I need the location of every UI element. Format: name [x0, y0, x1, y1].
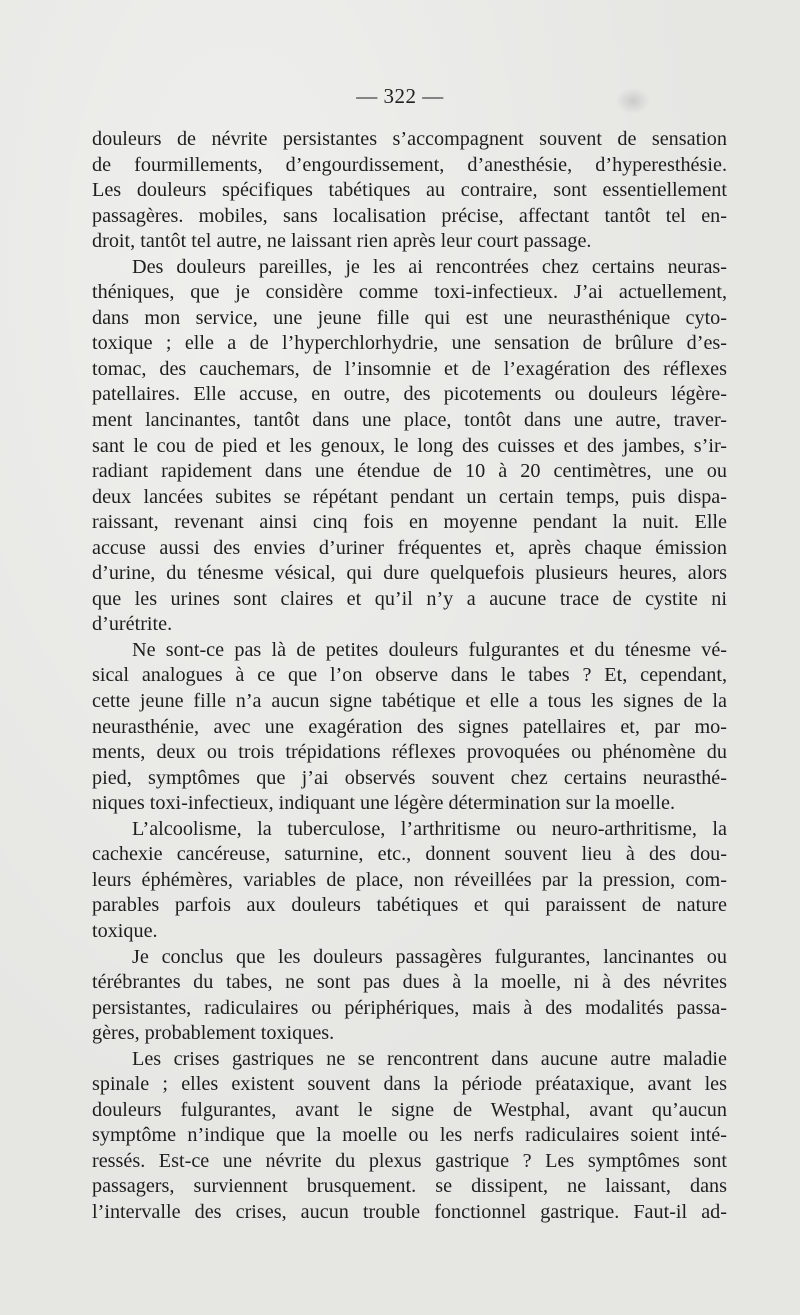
text-line: sical analogues à ce que l’on observe dans le tabes ? Et, cependant,	[92, 664, 727, 687]
body-text	[92, 127, 727, 1226]
text-line: Les douleurs spécifiques tabétiques au contraire, sont essentiellement	[92, 179, 727, 202]
text-line: douleurs de névrite persistantes s’accompagnent souvent de sensation	[92, 128, 727, 150]
text-line: de fourmillements, d’engourdissement, d’anesthésie, d’hyperesthésie.	[92, 153, 727, 176]
text-line: gères, probablement toxiques.	[92, 1022, 335, 1045]
page-number: — 322 —	[356, 84, 444, 108]
text-line: radiant rapidement dans une étendue de 10 à 20 centimètres, une ou	[92, 460, 727, 483]
text-line: raissant, revenant ainsi cinq fois en moyenne pendant la nuit. Elle	[92, 511, 727, 534]
text-line: pied, symptômes que j’ai observés souvent chez certains neurasthé-	[92, 766, 727, 789]
text-line: térébrantes du tabes, ne sont pas dues à la moelle, ni à des névrites	[92, 971, 727, 994]
text-line: sant le cou de pied et les genoux, le long des cuisses et des jambes, s’ir-	[92, 434, 727, 457]
text-line: leurs éphémères, variables de place, non réveillées par la pression, com-	[92, 868, 727, 891]
text-line: L’alcoolisme, la tuberculose, l’arthritisme ou neuro-arthritisme, la	[132, 817, 727, 840]
text-line: accuse aussi des envies d’uriner fréquentes et, après chaque émission	[92, 536, 727, 559]
paragraph	[92, 255, 727, 638]
text-line: droit, tantôt tel autre, ne laissant rien après leur court passage.	[92, 230, 592, 253]
text-line: d’urétrite.	[92, 613, 173, 636]
text-line: Les crises gastriques ne se rencontrent dans aucune autre maladie	[132, 1047, 727, 1070]
text-line: Des douleurs pareilles, je les ai rencontrées chez certains neuras-	[132, 255, 727, 278]
paragraph	[92, 945, 727, 1047]
paragraph	[92, 127, 727, 255]
text-line: parables parfois aux douleurs tabétiques et qui paraissent de nature	[92, 894, 727, 917]
text-line: toxique ; elle a de l’hyperchlorhydrie, une sensation de brûlure d’es-	[92, 332, 727, 355]
paragraph	[92, 817, 727, 945]
text-line: ments, deux ou trois trépidations réflexes provoquées ou phénomène du	[92, 741, 727, 764]
text-line: spinale ; elles existent souvent dans la période préataxique, avant les	[92, 1073, 727, 1096]
text-line: d’urine, du ténesme vésical, qui dure quelquefois plusieurs heures, alors	[92, 562, 727, 585]
text-line: douleurs fulgurantes, avant le signe de Westphal, avant qu’aucun	[92, 1098, 727, 1121]
paragraph	[92, 1047, 727, 1226]
text-line: l’intervalle des crises, aucun trouble fonctionnel gastrique. Faut-il ad-	[92, 1200, 727, 1223]
text-line: tomac, des cauchemars, de l’insomnie et de l’exagération des réflexes	[92, 357, 727, 380]
text-line: niques toxi-infectieux, indiquant une légère détermination sur la moelle.	[92, 792, 676, 815]
text-line: ressés. Est-ce une névrite du plexus gastrique ? Les symptômes sont	[92, 1149, 727, 1172]
text-line: théniques, que je considère comme toxi-infectieux. J’ai actuellement,	[92, 281, 727, 304]
text-line: symptôme n’indique que la moelle ou les nerfs radiculaires soient inté-	[92, 1124, 727, 1147]
text-line: cette jeune fille n’a aucun signe tabétique et elle a tous les signes de la	[92, 690, 727, 713]
text-line: dans mon service, une jeune fille qui est une neurasthénique cyto-	[92, 306, 727, 329]
text-line: passagères. mobiles, sans localisation précise, affectant tantôt tel en-	[92, 204, 727, 227]
text-line: Je conclus que les douleurs passagères fulgurantes, lancinantes ou	[132, 945, 727, 968]
text-line: toxique.	[92, 919, 158, 942]
text-line: deux lancées subites se répétant pendant un certain temps, puis dispa-	[92, 485, 727, 508]
text-line: ment lancinantes, tantôt dans une place, tontôt dans une autre, traver-	[92, 409, 727, 432]
text-line: patellaires. Elle accuse, en outre, des picotements ou douleurs légère-	[92, 383, 727, 406]
text-line: passagers, surviennent brusquement. se dissipent, ne laissant, dans	[92, 1175, 727, 1198]
text-line: que les urines sont claires et qu’il n’y a aucune trace de cystite ni	[92, 587, 727, 610]
text-line: cachexie cancéreuse, saturnine, etc., donnent souvent lieu à des dou-	[92, 843, 727, 866]
text-line: neurasthénie, avec une exagération des signes patellaires et, par mo-	[92, 715, 727, 738]
text-line: Ne sont-ce pas là de petites douleurs fulgurantes et du ténesme vé-	[132, 638, 727, 661]
paragraph	[92, 638, 727, 817]
text-line: persistantes, radiculaires ou périphériques, mais à des modalités passa-	[92, 996, 727, 1019]
